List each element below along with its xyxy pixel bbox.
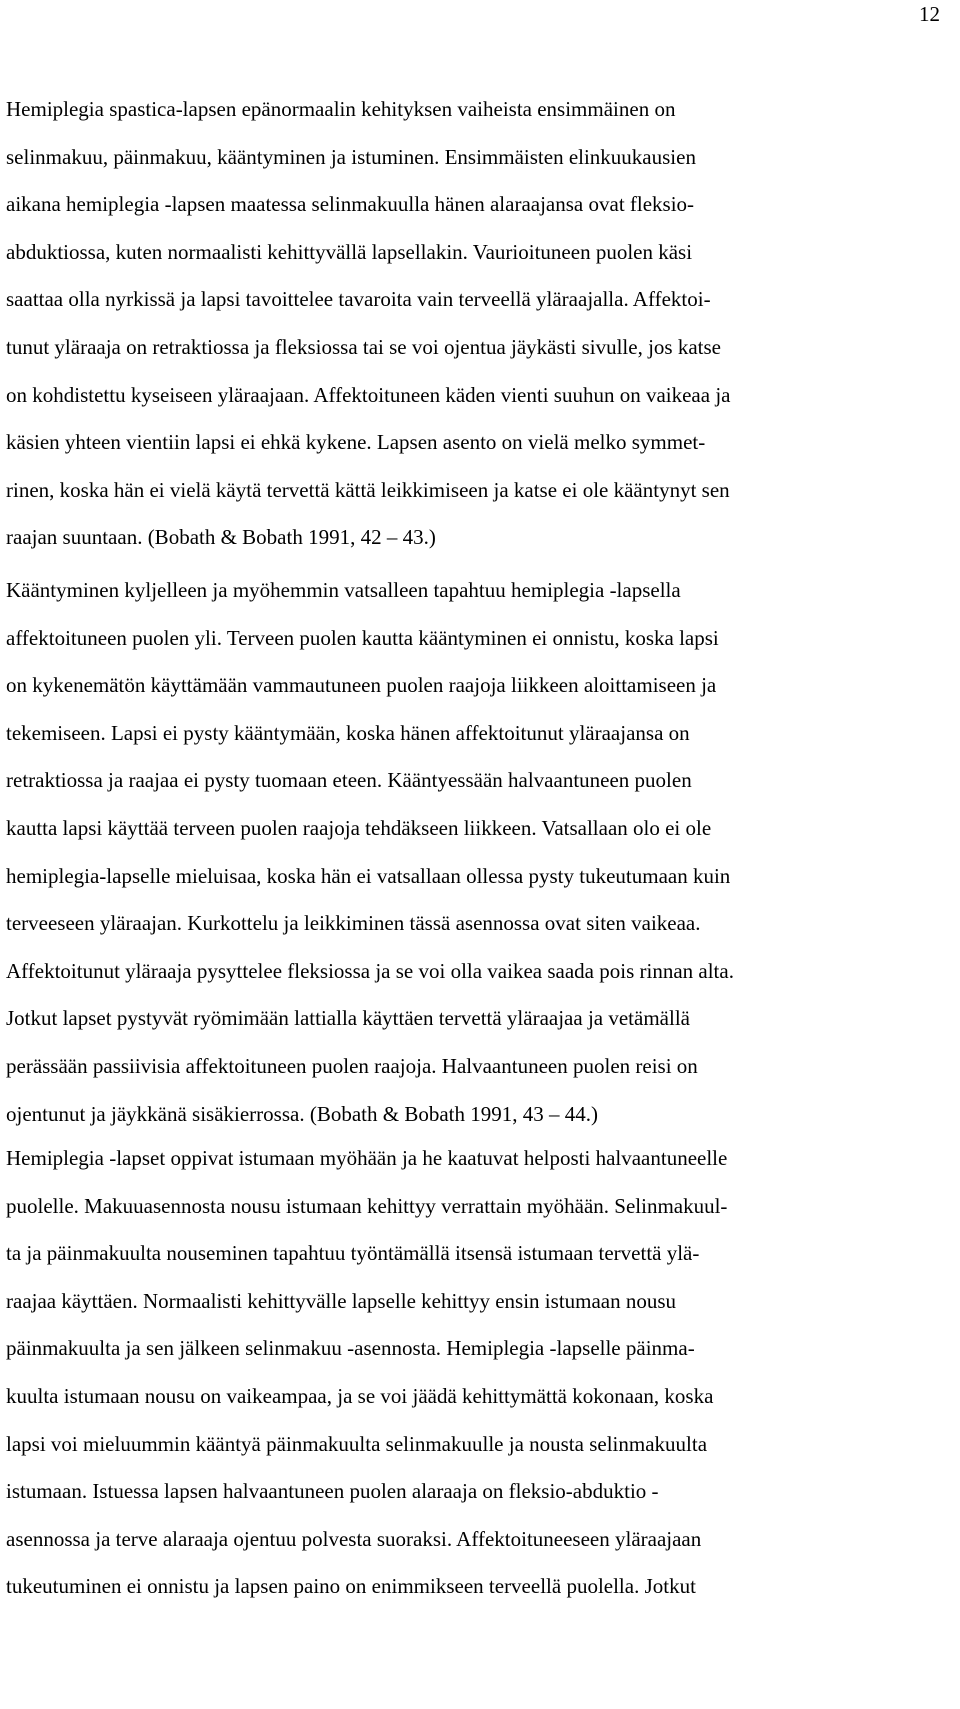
text-line: Hemiplegia spastica-lapsen epänormaalin kehityksen vaiheista ensimmäinen on — [6, 97, 676, 121]
text-line: asennossa ja terve alaraaja ojentuu polvesta suoraksi. Affektoituneeseen yläraajaan — [6, 1526, 702, 1551]
text-line: abduktiossa, kuten normaalisti kehittyvällä lapsellakin. Vaurioituneen puolen käsi — [6, 239, 693, 264]
text-line: perässään passiivisia affektoituneen puolen raajoja. Halvaantuneen puolen reisi on — [6, 1054, 698, 1078]
text-line: saattaa olla nyrkissä ja lapsi tavoittelee tavaroita vain terveellä yläraajalla. Affektoi- — [6, 287, 711, 312]
text-line: ta ja päinmakuulta nouseminen tapahtuu työntämällä itsensä istumaan tervettä ylä- — [6, 1241, 700, 1266]
text-line: affektoituneen puolen yli. Terveen puolen kautta kääntyminen ei onnistu, koska lapsi — [6, 625, 719, 650]
text-line: käsien yhteen vientiin lapsi ei ehkä kykene. Lapsen asento on vielä melko symmet- — [6, 430, 706, 455]
text-line: Jotkut lapset pystyvät ryömimään lattialla käyttäen tervettä yläraajaa ja vetämällä — [6, 1006, 690, 1031]
text-line: on kykenemätön käyttämään vammautuneen puolen raajoja liikkeen aloittamiseen ja — [6, 673, 717, 698]
text-line: on kohdistettu kyseiseen yläraajaan. Affektoituneen käden vienti suuhun on vaikeaa ja — [6, 382, 731, 407]
text-line: istumaan. Istuessa lapsen halvaantuneen puolen alaraaja on fleksio-abduktio - — [6, 1479, 659, 1504]
text-line: Hemiplegia -lapset oppivat istumaan myöhään ja he kaatuvat helposti halvaantuneelle — [6, 1146, 728, 1170]
text-line: Kääntyminen kyljelleen ja myöhemmin vatsalleen tapahtuu hemiplegia -lapsella — [6, 578, 681, 602]
text-line: tunut yläraaja on retraktiossa ja fleksiossa tai se voi ojentua jäykästi sivulle, jos katse — [6, 335, 721, 359]
text-line: raajaa käyttäen. Normaalisti kehittyvälle lapselle kehittyy ensin istumaan nousu — [6, 1288, 677, 1313]
text-line: päinmakuulta ja sen jälkeen selinmakuu -asennosta. Hemiplegia -lapselle päinma- — [6, 1336, 695, 1361]
text-line: lapsi voi mieluummin kääntyä päinmakuulta selinmakuulle ja nousta selinmakuulta — [6, 1431, 708, 1456]
text-line: kautta lapsi käyttää terveen puolen raajoja tehdäkseen liikkeen. Vatsallaan olo ei ole — [6, 816, 712, 840]
text-line: kuulta istumaan nousu on vaikeampaa, ja se voi jäädä kehittymättä kokonaan, koska — [6, 1384, 714, 1408]
text-line: raajan suuntaan. (Bobath & Bobath 1991, 42 – 43.) — [6, 525, 436, 550]
text-line: retraktiossa ja raajaa ei pysty tuomaan eteen. Kääntyessään halvaantuneen puolen — [6, 768, 692, 793]
text-line: aikana hemiplegia -lapsen maatessa selinmakuulla hänen alaraajansa ovat fleksio- — [6, 192, 695, 217]
page-number: 12 — [919, 2, 940, 26]
text-line: hemiplegia-lapselle mieluisaa, koska hän ei vatsallaan ollessa pysty tukeutumaan kuin — [6, 863, 731, 888]
text-line: ojentunut ja jäykkänä sisäkierrossa. (Bobath & Bobath 1991, 43 – 44.) — [6, 1101, 598, 1126]
text-line: selinmakuu, päinmakuu, kääntyminen ja istuminen. Ensimmäisten elinkuukausien — [6, 144, 696, 169]
text-line: tekemiseen. Lapsi ei pysty kääntymään, koska hänen affektoitunut yläraajansa on — [6, 720, 690, 745]
text-line: puolelle. Makuuasennosta nousu istumaan kehittyy verrattain myöhään. Selinmakuul- — [6, 1193, 728, 1218]
text-line: tukeutuminen ei onnistu ja lapsen paino on enimmikseen terveellä puolella. Jotkut — [6, 1574, 696, 1599]
text-line: rinen, koska hän ei vielä käytä tervettä kättä leikkimiseen ja katse ei ole kääntynyt sen — [6, 477, 730, 502]
text-line: terveeseen yläraajan. Kurkottelu ja leikkiminen tässä asennossa ovat siten vaikeaa. — [6, 911, 701, 936]
text-line: Affektoitunut yläraaja pysyttelee fleksiossa ja se voi olla vaikea saada pois rinnan alta. — [6, 958, 734, 983]
